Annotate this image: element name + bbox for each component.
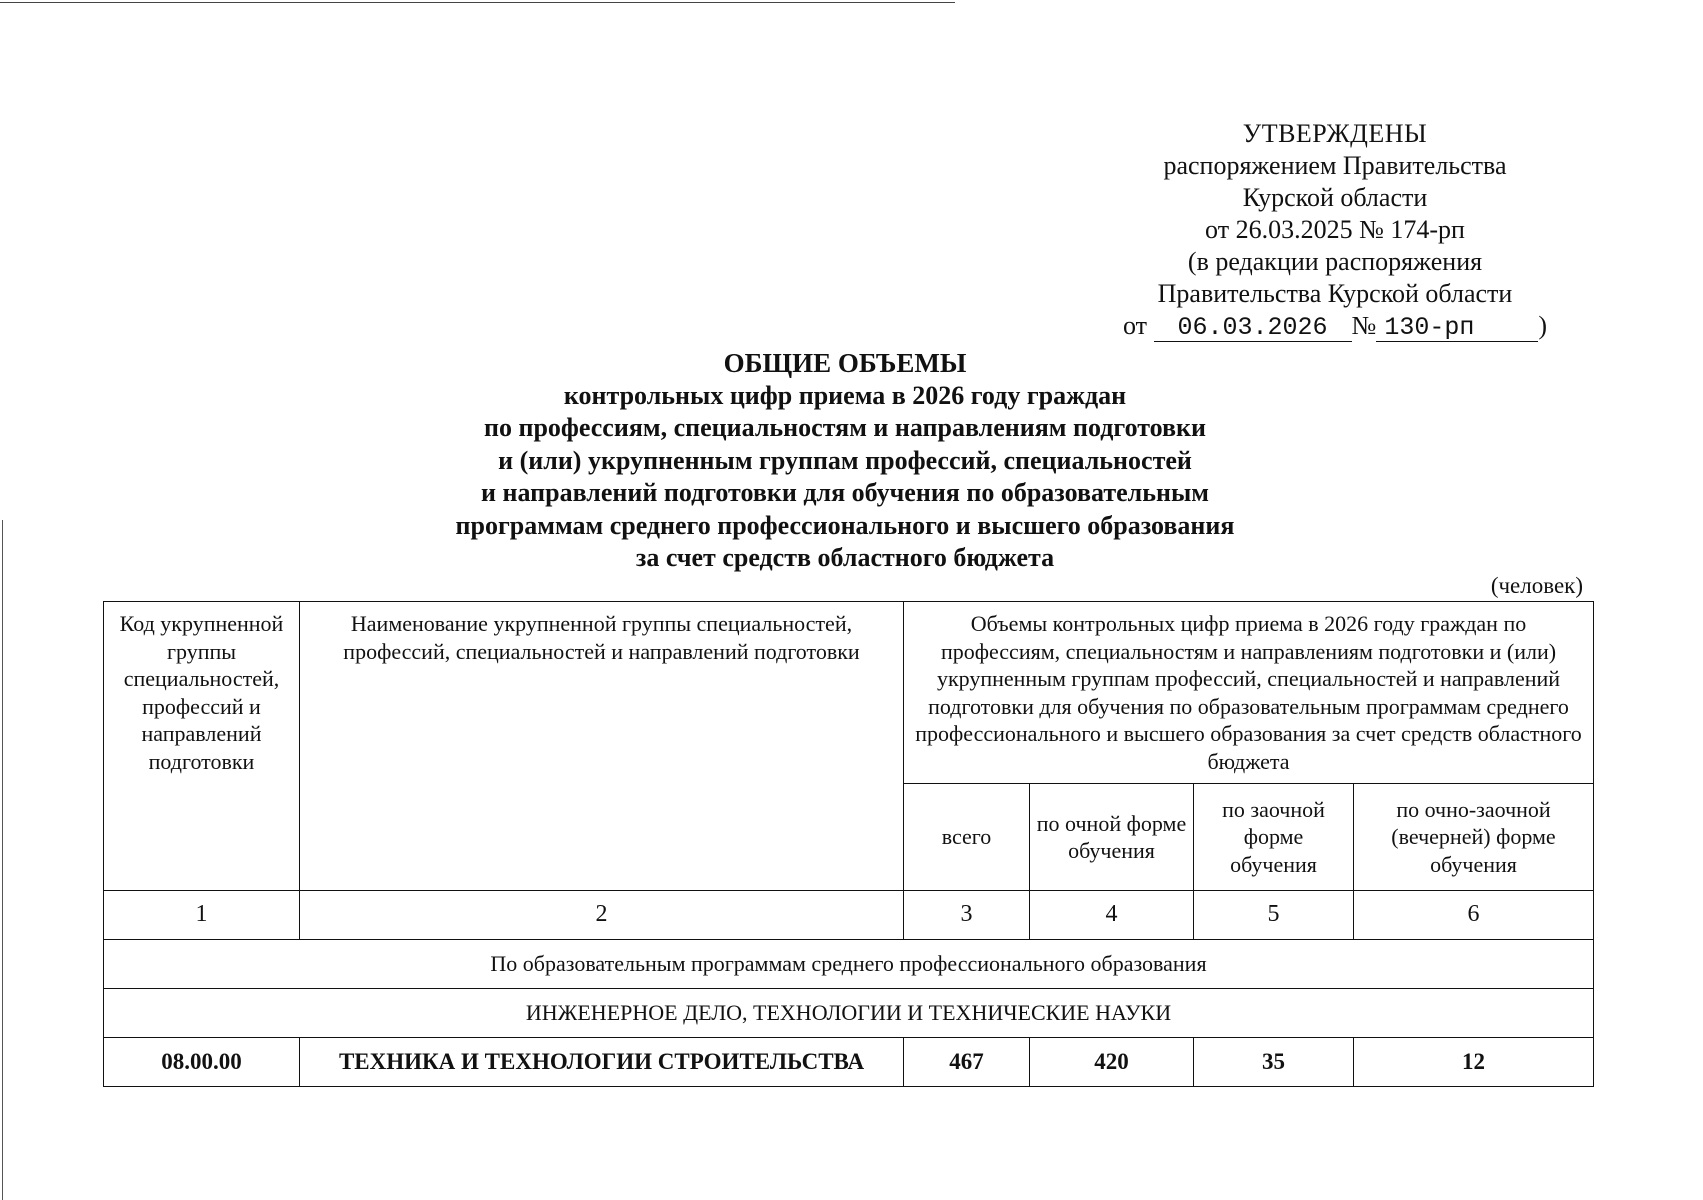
approval-filled-date: 06.03.2026 <box>1154 315 1352 342</box>
header-full-time: по очной форме обучения <box>1030 784 1194 891</box>
table-row <box>104 1038 1594 1087</box>
approval-line: от 26.03.2025 № 174-рп <box>1205 215 1465 244</box>
header-volumes: Объемы контрольных цифр приема в 2026 году граждан по профессиям, специальностям и направлениям подготовки и (или) укрупненным группам профессий, специальностей и направлений подготовки для обучения по образовательным программам среднего профессионального и высшего образования за счет средств областного бюджета <box>904 602 1594 784</box>
column-number: 5 <box>1194 891 1354 940</box>
approval-line: Курской области <box>1242 183 1428 212</box>
admission-table <box>103 601 1594 1087</box>
section-label: По образовательным программам среднего профессионального образования <box>104 940 1594 989</box>
section-row <box>104 940 1594 989</box>
cell-name: ТЕХНИКА И ТЕХНОЛОГИИ СТРОИТЕЛЬСТВА <box>300 1038 904 1087</box>
title-line: за счет средств областного бюджета <box>635 543 1055 572</box>
header-name: Наименование укрупненной группы специальностей, профессий, специальностей и направлений подготовки <box>300 602 904 891</box>
column-number: 6 <box>1354 891 1594 940</box>
approval-filled-number: 130-рп <box>1376 315 1538 342</box>
column-number: 2 <box>300 891 904 940</box>
group-label: ИНЖЕНЕРНОЕ ДЕЛО, ТЕХНОЛОГИИ И ТЕХНИЧЕСКИЕ НАУКИ <box>104 989 1594 1038</box>
column-number: 4 <box>1030 891 1194 940</box>
header-correspondence: по заочной форме обучения <box>1194 784 1354 891</box>
approval-from: от <box>1122 311 1148 340</box>
approval-line: (в редакции распоряжения <box>1187 247 1483 276</box>
title-line: и направлений подготовки для обучения по образовательным <box>481 478 1209 507</box>
title-line: контрольных цифр приема в 2026 году граждан <box>563 380 1127 410</box>
column-number: 3 <box>904 891 1030 940</box>
unit-note: (человек) <box>1490 573 1583 598</box>
header-part-time: по очно-заочной (вечерней) форме обучения <box>1354 784 1594 891</box>
approval-closing-paren: ) <box>1538 311 1547 340</box>
title-line: программам среднего профессионального и высшего образования <box>455 510 1235 540</box>
document-title <box>280 347 1410 575</box>
group-row <box>104 989 1594 1038</box>
approval-title: УТВЕРЖДЕНЫ <box>1242 119 1428 148</box>
table-header-row <box>104 602 1594 784</box>
approval-line: распоряжением Правительства <box>1163 151 1507 180</box>
scan-edge-left <box>2 520 3 1200</box>
title-line: по профессиям, специальностям и направлениям подготовки <box>483 413 1207 442</box>
approval-line: Правительства Курской области <box>1157 279 1513 308</box>
cell-total: 467 <box>904 1038 1030 1087</box>
cell-code: 08.00.00 <box>104 1038 300 1087</box>
cell-correspondence: 35 <box>1194 1038 1354 1087</box>
title-line: и (или) укрупненным группам профессий, специальностей <box>498 445 1192 475</box>
approval-revision-line <box>1100 310 1570 342</box>
approval-number-sign: № <box>1351 311 1377 340</box>
cell-full-time: 420 <box>1030 1038 1194 1087</box>
header-total: всего <box>904 784 1030 891</box>
column-number-row <box>104 891 1594 940</box>
approval-stamp <box>1100 118 1570 342</box>
column-number: 1 <box>104 891 300 940</box>
scan-edge-top <box>0 2 955 3</box>
cell-part-time: 12 <box>1354 1038 1594 1087</box>
header-code: Код укрупненной группы специальностей, профессий и направлений подготовки <box>104 602 300 891</box>
title-main: ОБЩИЕ ОБЪЕМЫ <box>723 348 967 378</box>
